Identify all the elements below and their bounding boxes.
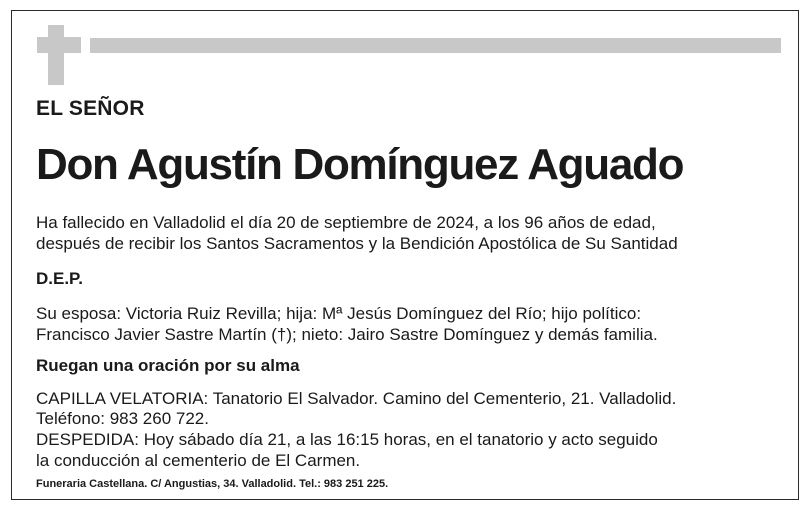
prayer-request: Ruegan una oración por su alma xyxy=(36,356,300,375)
family-line-2: Francisco Javier Sastre Martín (†); nieto: Jairo Sastre Domínguez y demás familia. xyxy=(36,325,658,344)
death-notice-line-1: Ha fallecido en Valladolid el día 20 de septiembre de 2024, a los 96 años de edad, xyxy=(36,213,656,232)
chapel-line-2: Teléfono: 983 260 722. xyxy=(36,409,209,428)
chapel-line-1: CAPILLA VELATORIA: Tanatorio El Salvador. Camino del Cementerio, 21. Valladolid. xyxy=(36,389,677,408)
title-label: EL SEÑOR xyxy=(36,97,145,120)
farewell-line-2: la conducción al cementerio de El Carmen. xyxy=(36,451,361,470)
header-rule xyxy=(90,38,781,53)
deceased-name: Don Agustín Domínguez Aguado xyxy=(36,140,684,189)
rip-text: D.E.P. xyxy=(36,269,83,288)
cross-horizontal-bar xyxy=(37,37,81,53)
family-line-1: Su esposa: Victoria Ruiz Revilla; hija: Mª Jesús Domínguez del Río; hijo político: xyxy=(36,304,642,323)
cross-vertical-bar xyxy=(48,25,64,85)
death-notice-line-2: después de recibir los Santos Sacramentos y la Bendición Apostólica de Su Santidad xyxy=(36,234,678,253)
funeral-home-footer: Funeraria Castellana. C/ Angustias, 34. Valladolid. Tel.: 983 251 225. xyxy=(36,478,389,490)
farewell-line-1: DESPEDIDA: Hoy sábado día 21, a las 16:15 horas, en el tanatorio y acto seguido xyxy=(36,430,658,449)
